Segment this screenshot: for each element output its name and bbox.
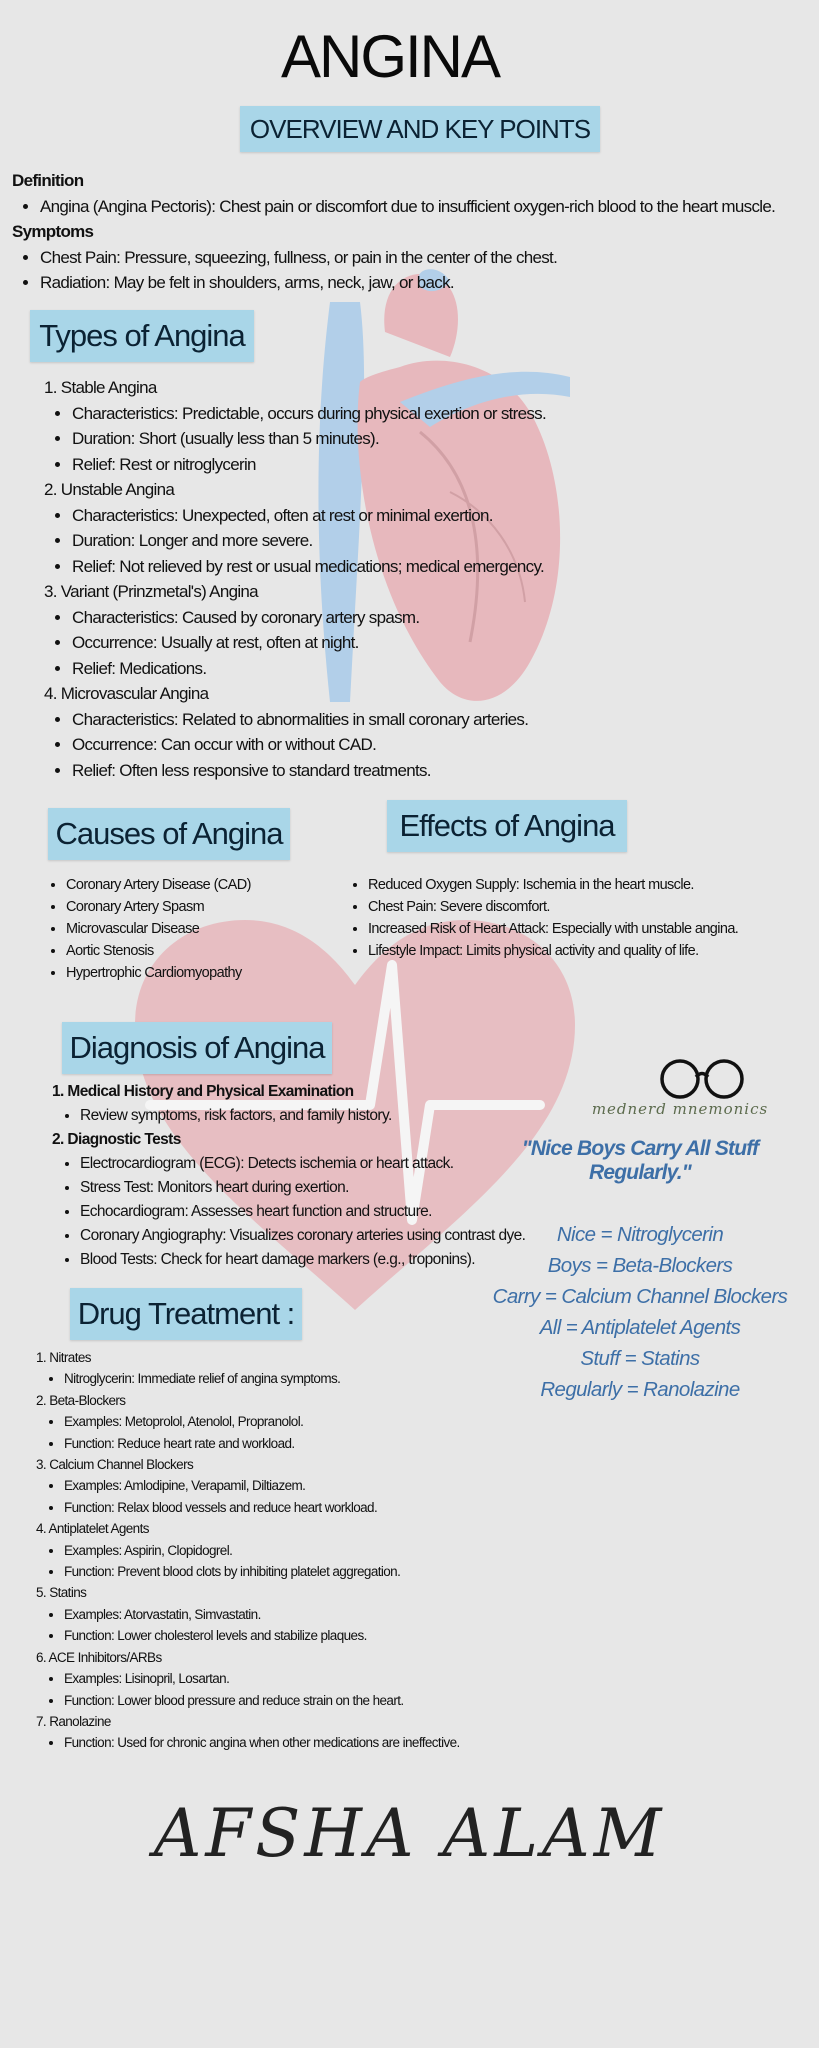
list-item: • Radiation: May be felt in shoulders, arms, neck, jaw, or back. [40,270,812,296]
causes-list [38,874,338,984]
list-item: • Coronary Artery Disease (CAD) [66,874,338,896]
effects-heading: Effects of Angina [387,800,627,852]
logo-text: mednerd mnemonics [591,1100,769,1118]
list-item: • Angina (Angina Pectoris): Chest pain or discomfort due to insufficient oxygen-rich blood to the heart muscle. [40,194,812,220]
list-item: • Examples: Amlodipine, Verapamil, Diltiazem. [64,1475,596,1496]
list-item: • Relief: Often less responsive to standard treatments. [72,758,744,784]
definition-list [12,194,812,220]
drug-group-label: 3. Calcium Channel Blockers [36,1457,194,1473]
types-group-label: 4. Microvascular Angina [44,684,209,703]
list-item: • Aortic Stenosis [66,940,338,962]
list-item: • Examples: Aspirin, Clopidogrel. [64,1540,596,1561]
list-item: • Stress Test: Monitors heart during exertion. [80,1176,552,1200]
mnemonic-line: Nice = Nitroglycerin [556,1223,724,1246]
diagnosis-heading: Diagnosis of Angina [62,1022,332,1074]
drug-treatment-section [36,1347,596,1754]
drug-group-label: 7. Ranolazine [36,1713,111,1729]
diagnosis-group-label: 1. Medical History and Physical Examination [52,1083,354,1100]
drug-group-label: 6. ACE Inhibitors/ARBs [36,1649,162,1665]
drug-group-list [36,1368,596,1389]
types-group [44,375,744,477]
drug-group-label: 2. Beta-Blockers [36,1392,126,1408]
list-item: • Blood Tests: Check for heart damage markers (e.g., troponins). [80,1248,552,1272]
causes-heading: Causes of Angina [48,808,290,860]
types-group-label: 1. Stable Angina [44,378,157,397]
mnemonic-line: All = Antiplatelet Agents [539,1316,741,1339]
glasses-logo-icon [652,1055,752,1103]
drug-group-list [36,1668,596,1711]
page-title: ANGINA [280,23,500,90]
list-item: • Characteristics: Related to abnormalities in small coronary arteries. [72,707,744,733]
list-item: • Chest Pain: Pressure, squeezing, fullness, or pain in the center of the chest. [40,245,812,271]
types-group-list [44,401,744,478]
list-item: • Occurrence: Can occur with or without CAD. [72,732,744,758]
list-item: • Examples: Atorvastatin, Simvastatin. [64,1604,596,1625]
author-signature: AFSHA ALAM [153,1795,666,1872]
symptoms-heading: Symptoms [12,222,94,241]
mnemonic-line: Carry = Calcium Channel Blockers [492,1285,788,1308]
drug-group-list [36,1540,596,1583]
drug-group-list [36,1732,596,1753]
drug-group-list [36,1604,596,1647]
list-item: • Occurrence: Usually at rest, often at night. [72,630,744,656]
types-section [44,375,744,783]
types-group [44,681,744,783]
symptoms-list [12,245,812,296]
definition-section [12,168,812,296]
diagnosis-group-label: 2. Diagnostic Tests [52,1131,181,1148]
list-item: • Characteristics: Predictable, occurs during physical exertion or stress. [72,401,744,427]
list-item: • Echocardiogram: Assesses heart function and structure. [80,1200,552,1224]
list-item: • Coronary Angiography: Visualizes coronary arteries using contrast dye. [80,1224,552,1248]
list-item: • Relief: Not relieved by rest or usual medications; medical emergency. [72,554,744,580]
types-group-label: 3. Variant (Prinzmetal's) Angina [44,582,258,601]
list-item: • Relief: Rest or nitroglycerin [72,452,744,478]
overview-banner: OVERVIEW AND KEY POINTS [240,106,600,152]
drug-group-label: 4. Antiplatelet Agents [36,1521,149,1537]
list-item: • Electrocardiogram (ECG): Detects ischemia or heart attack. [80,1152,552,1176]
types-group-label: 2. Unstable Angina [44,480,175,499]
drug-group-list [36,1475,596,1518]
drug-group-label: 5. Statins [36,1585,87,1601]
list-item: • Duration: Short (usually less than 5 minutes). [72,426,744,452]
list-item: • Function: Lower blood pressure and reduce strain on the heart. [64,1690,596,1711]
mnemonic-line: Regularly = Ranolazine [540,1378,740,1401]
list-item: • Reduced Oxygen Supply: Ischemia in the heart muscle. [368,874,810,896]
list-item: • Examples: Metoprolol, Atenolol, Propranolol. [64,1411,596,1432]
effects-section [340,874,810,962]
types-group-list [44,503,744,580]
drug-treatment-heading: Drug Treatment : [70,1288,302,1340]
mnemonic-line: Boys = Beta-Blockers [547,1254,733,1277]
list-item: • Function: Relax blood vessels and reduce heart workload. [64,1497,596,1518]
types-group [44,477,744,579]
list-item: • Function: Used for chronic angina when other medications are ineffective. [64,1732,596,1753]
list-item: • Hypertrophic Cardiomyopathy [66,962,338,984]
types-group-list [44,707,744,784]
list-item: • Nitroglycerin: Immediate relief of angina symptoms. [64,1368,596,1389]
list-item: • Microvascular Disease [66,918,338,940]
types-group-list [44,605,744,682]
effects-list [340,874,810,962]
list-item: • Function: Lower cholesterol levels and stabilize plaques. [64,1625,596,1646]
drug-group-label: 1. Nitrates [36,1350,91,1365]
list-item: • Function: Reduce heart rate and workload. [64,1433,596,1454]
drug-group-list [36,1411,596,1454]
definition-heading: Definition [12,171,84,190]
list-item: • Coronary Artery Spasm [66,896,338,918]
list-item: • Function: Prevent blood clots by inhibiting platelet aggregation. [64,1561,596,1582]
list-item: • Lifestyle Impact: Limits physical activity and quality of life. [368,940,810,962]
diagnosis-group-list [52,1104,552,1128]
types-group [44,579,744,681]
mnemonic-quote: "Nice Boys Carry All Stuff Regularly." [521,1137,759,1184]
list-item: • Characteristics: Unexpected, often at rest or minimal exertion. [72,503,744,529]
list-item: • Characteristics: Caused by coronary artery spasm. [72,605,744,631]
list-item: • Examples: Lisinopril, Losartan. [64,1668,596,1689]
causes-section [38,874,338,984]
list-item: • Duration: Longer and more severe. [72,528,744,554]
list-item: • Relief: Medications. [72,656,744,682]
list-item: • Chest Pain: Severe discomfort. [368,896,810,918]
mnemonic-line: Stuff = Statins [580,1347,700,1370]
list-item: • Review symptoms, risk factors, and family history. [80,1104,552,1128]
types-heading: Types of Angina [30,310,254,362]
list-item: • Increased Risk of Heart Attack: Especially with unstable angina. [368,918,810,940]
